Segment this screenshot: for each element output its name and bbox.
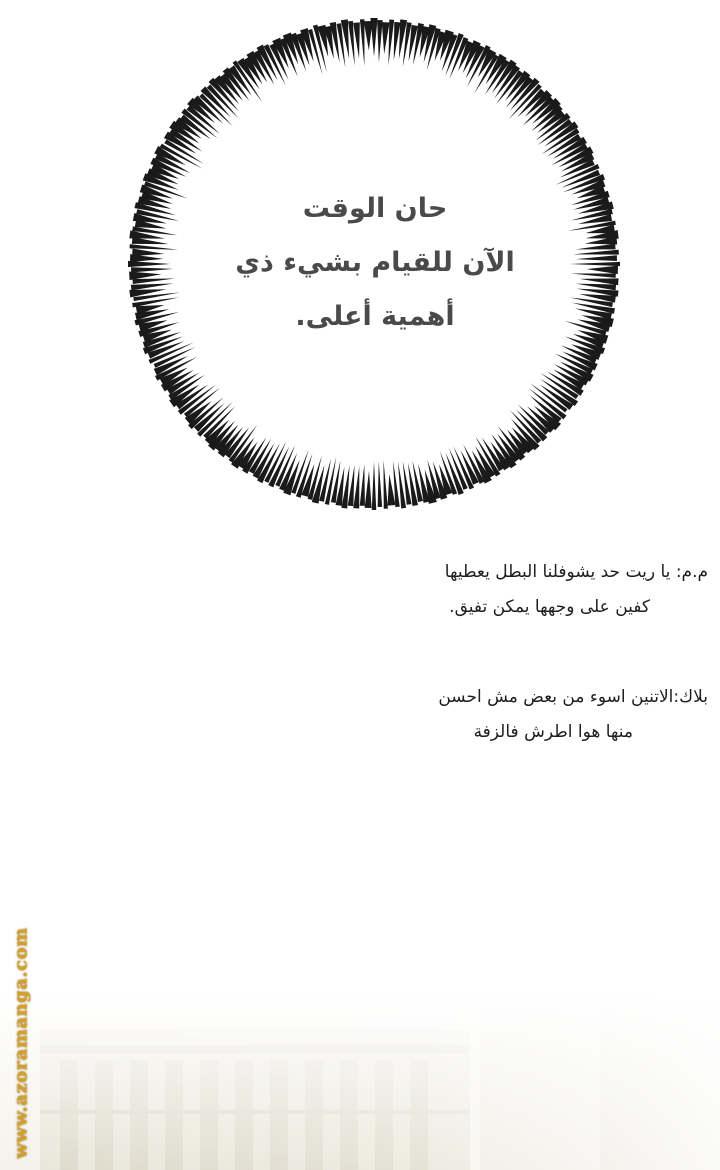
burst-line (128, 261, 170, 267)
burst-line (132, 278, 174, 284)
burst-line (348, 21, 355, 66)
burst-line (382, 22, 390, 54)
note-1-line-1: م.م: يا ريت حد يشوفلنا البطل يعطيها (444, 562, 708, 582)
burst-line (398, 462, 406, 509)
burst-line (360, 19, 365, 66)
faded-building-scene (0, 990, 720, 1170)
bubble-line-1: حان الوقت (302, 193, 448, 224)
burst-line (370, 18, 377, 57)
watermark-text: www.azoramanga.com (10, 926, 32, 1159)
burst-line (132, 248, 164, 256)
burst-line (383, 460, 387, 509)
translator-note-2 (438, 680, 708, 750)
burst-line (131, 267, 173, 272)
burst-line (570, 262, 620, 266)
burst-line (571, 274, 616, 278)
bubble-text (190, 182, 560, 344)
burst-line (372, 461, 377, 510)
burst-line (576, 255, 617, 261)
translator-note-1 (445, 555, 708, 625)
bubble-line-3: أهمية أعلى. (295, 301, 455, 332)
note-1-line-2: كفين على وجهها يمكن تفيق. (449, 597, 650, 617)
burst-line (130, 244, 179, 250)
note-2-line-2: منها هوا اطرش فالزفة (473, 722, 633, 742)
burst-line (587, 266, 618, 275)
burst-line (573, 250, 619, 255)
burst-line (378, 462, 383, 507)
burst-line (388, 19, 394, 65)
burst-line (131, 283, 174, 290)
bubble-line-2: الآن للقيام بشيء ذي (235, 247, 515, 278)
burst-line (360, 464, 365, 506)
scene-illustration (0, 990, 720, 1170)
burst-line (377, 20, 383, 63)
burst-line (576, 244, 616, 250)
site-watermark (8, 920, 34, 1165)
burst-line (365, 471, 372, 508)
note-2-line-1: بلاك:الاتنين اسوء من بعض مش احسن (438, 687, 708, 707)
